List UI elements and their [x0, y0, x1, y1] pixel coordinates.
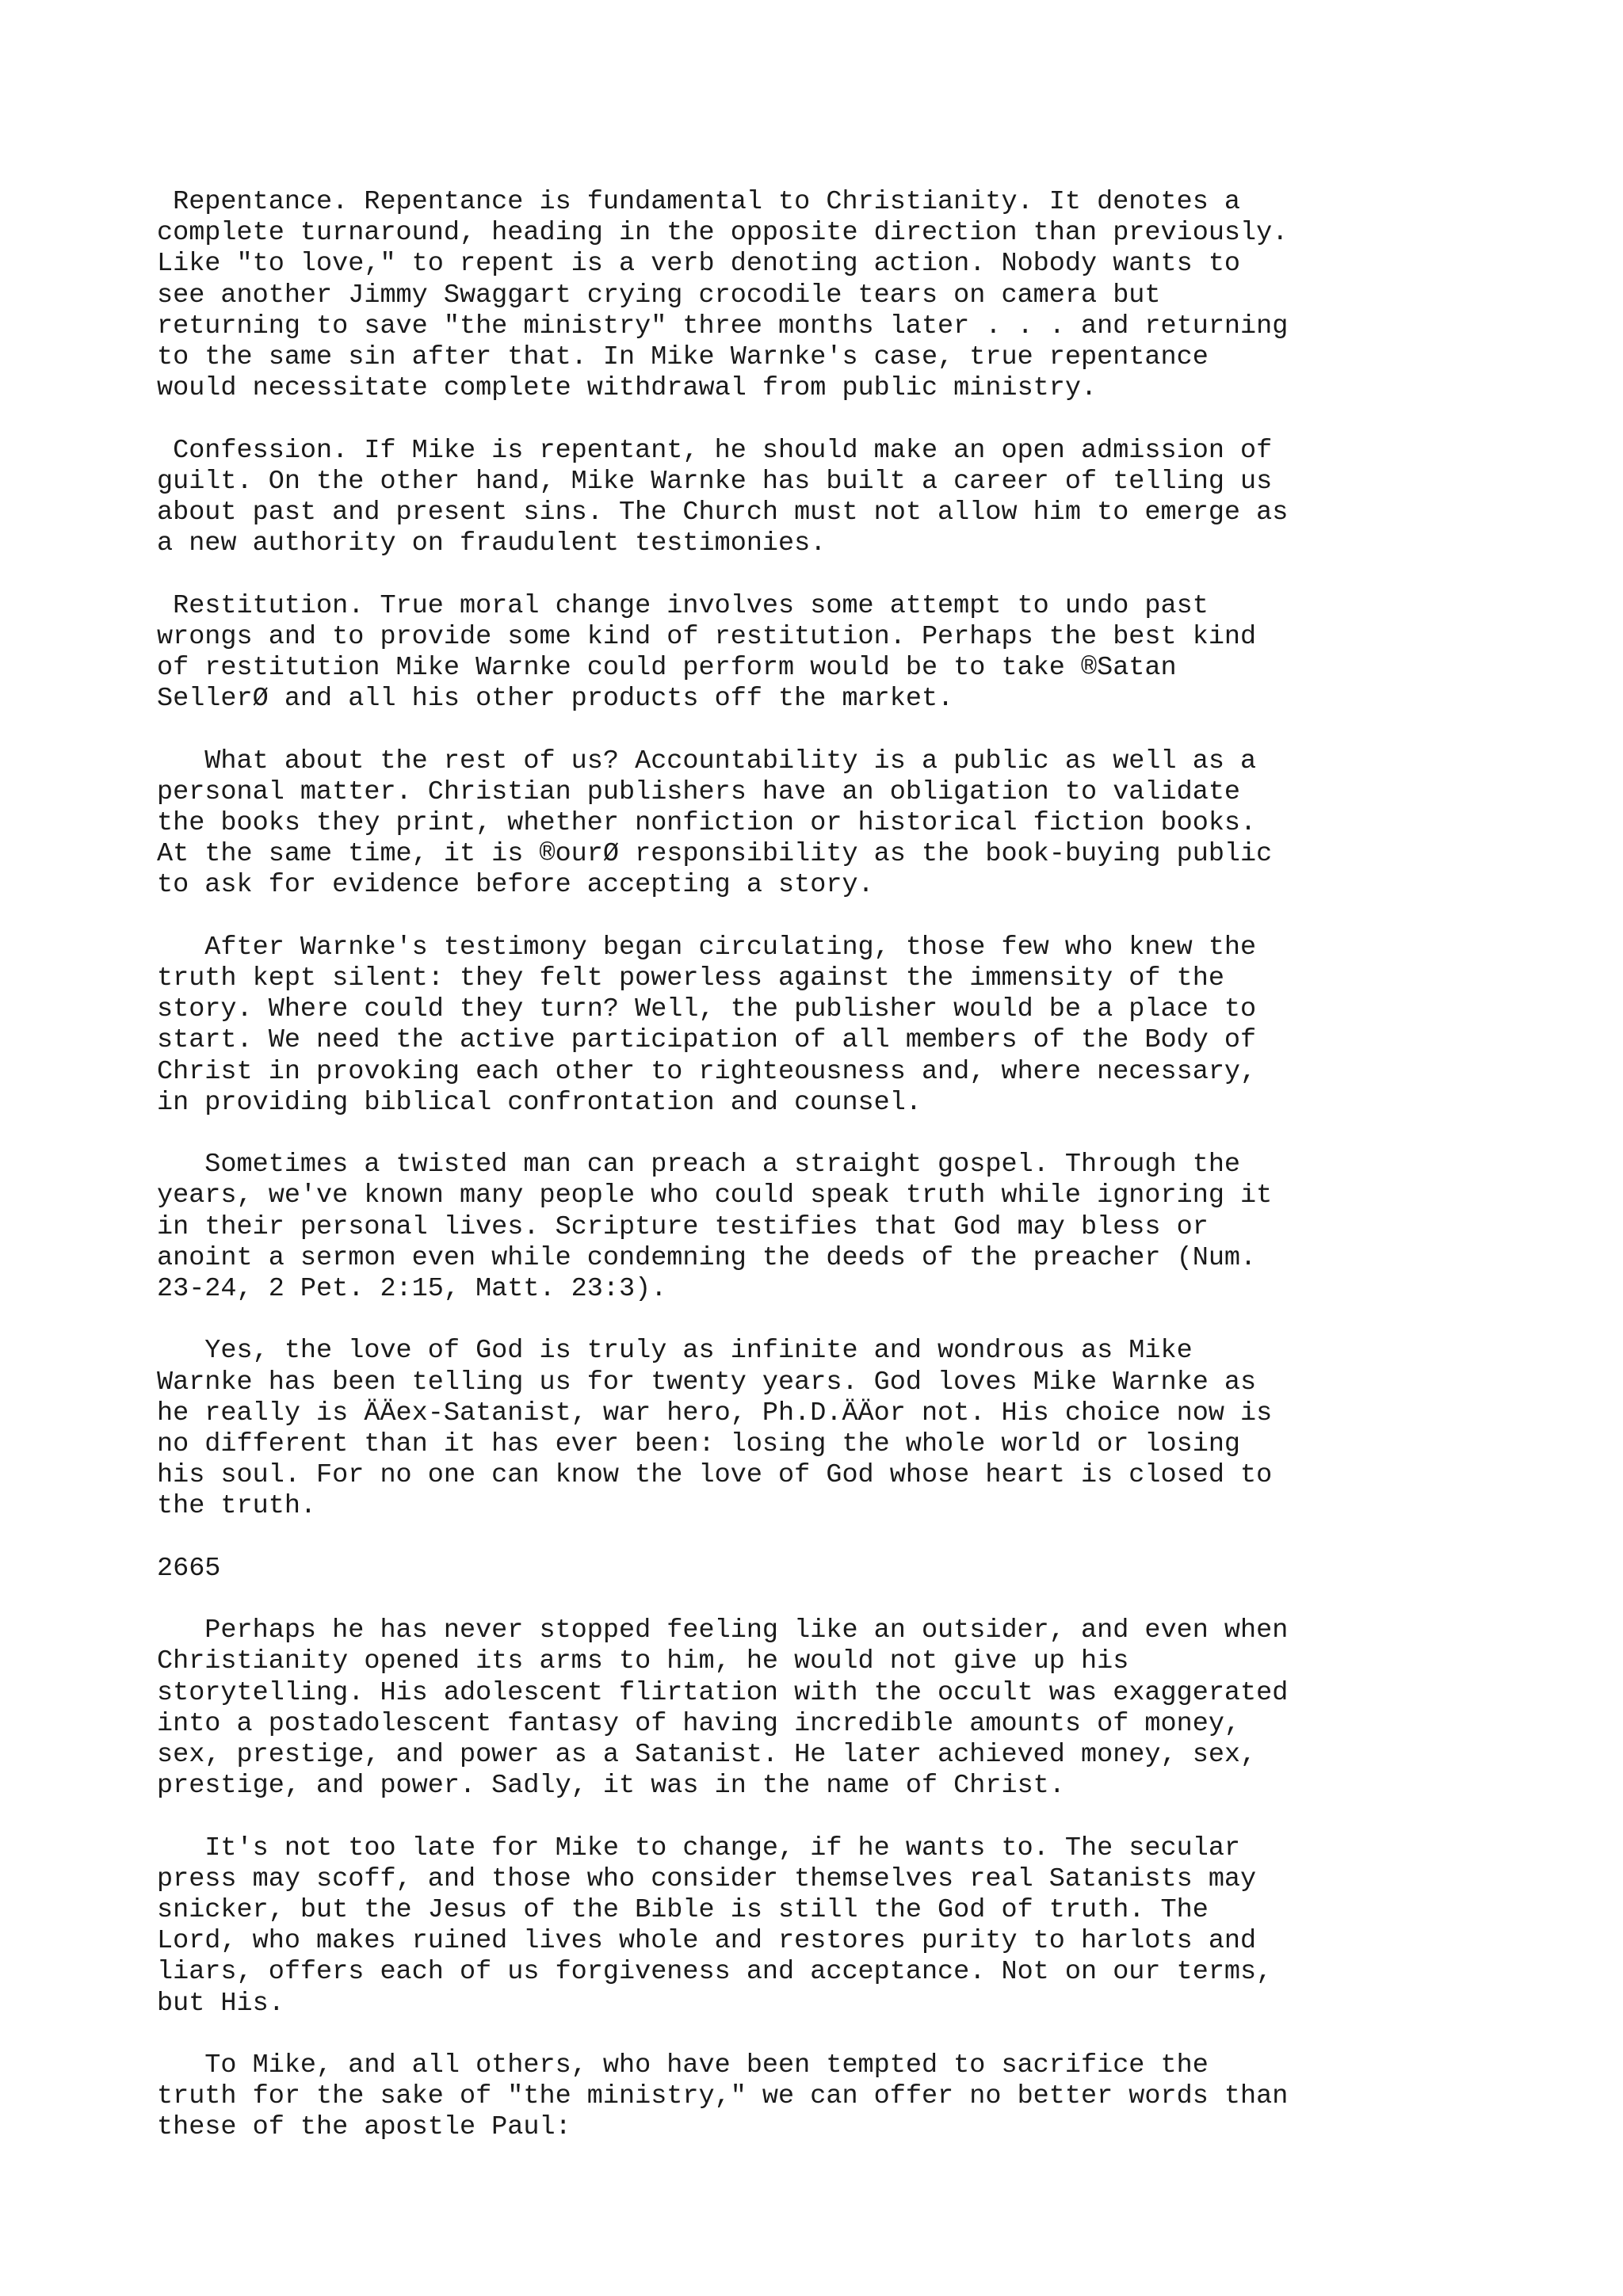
- paragraph-accountability: What about the rest of us? Accountability is a public as well as a personal matter. Christian publishers have an obligation to validate the books they print, whether nonfiction or historical fiction books. At the same time, it is ®ourØ responsibility as the book-buying public to ask for evidence before accepting a story.: [157, 746, 1273, 901]
- paragraph-love-of-god: Yes, the love of God is truly as infinite and wondrous as Mike Warnke has been telling us for twenty years. God loves Mike Warnke as he really is ÄÄex-Satanist, war hero, Ph.D.ÄÄor not. His choice now is no different than it has ever been: losing the whole world or losing his soul. For no one can know the love of God whose heart is closed to the truth.: [157, 1336, 1273, 1522]
- paragraph-outsider: Perhaps he has never stopped feeling like an outsider, and even when Christianity opened its arms to him, he would not give up his storytelling. His adolescent flirtation with the occult was exaggerated into a postadolescent fantasy of having incredible amounts of money, sex, prestige, and power as a Satanist. He later achieved money, sex, prestige, and power. Sadly, it was in the name of Christ.: [157, 1615, 1289, 1802]
- paragraph-repentance: Repentance. Repentance is fundamental to Christianity. It denotes a complete turnaround, heading in the opposite direction than previously. Like "to love," to repent is a verb denoting action. Nobody wants to see another Jimmy Swaggart crying crocodile tears on camera but returning to save "the ministry" three months later . . . and returning to the same sin after that. In Mike Warnke's case, true repentance would necessitate complete withdrawal from public ministry.: [157, 187, 1289, 404]
- paragraph-confession: Confession. If Mike is repentant, he should make an open admission of guilt. On the other hand, Mike Warnke has built a career of telling us about past and present sins. The Church must not allow him to emerge as a new authority on fraudulent testimonies.: [157, 435, 1289, 559]
- paragraph-testimony: After Warnke's testimony began circulating, those few who knew the truth kept silent: they felt powerless against the immensity of the story. Where could they turn? Well, the publisher would be a place to start. We need the active participation of all members of the Body of Christ in provoking each other to righteousness and, where necessary, in providing biblical confrontation and counsel.: [157, 932, 1257, 1118]
- paragraph-restitution: Restitution. True moral change involves some attempt to undo past wrongs and to provide some kind of restitution. Perhaps the best kind of restitution Mike Warnke could perform would be to take ®Satan SellerØ and all his other products off the market.: [157, 590, 1257, 715]
- paragraph-not-too-late: It's not too late for Mike to change, if he wants to. The secular press may scoff, and those who consider themselves real Satanists may snicker, but the Jesus of the Bible is still the God of truth. The Lord, who makes ruined lives whole and restores purity to harlots and liars, offers each of us forgiveness and acceptance. Not on our terms, but His.: [157, 1833, 1273, 2019]
- document-page: [157, 187, 1504, 2175]
- paragraph-to-mike: To Mike, and all others, who have been tempted to sacrifice the truth for the sake of "the ministry," we can offer no better words than these of the apostle Paul:: [157, 2050, 1289, 2143]
- paragraph-twisted-man: Sometimes a twisted man can preach a straight gospel. Through the years, we've known many people who could speak truth while ignoring it in their personal lives. Scripture testifies that God may bless or anoint a sermon even while condemning the deeds of the preacher (Num. 23-24, 2 Pet. 2:15, Matt. 23:3).: [157, 1150, 1273, 1305]
- page-number: 2665: [157, 1553, 221, 1584]
